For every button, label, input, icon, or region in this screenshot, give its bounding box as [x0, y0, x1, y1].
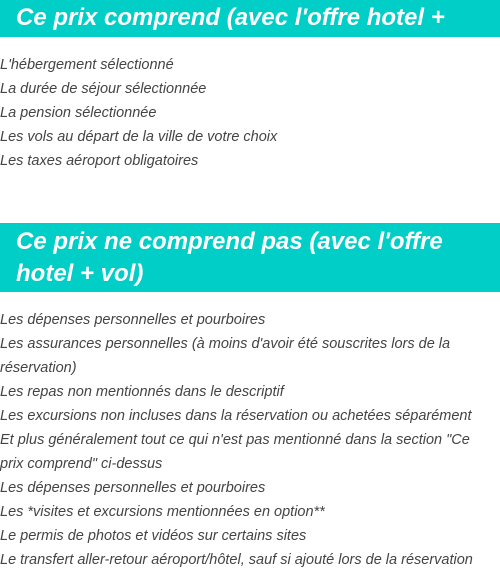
list-item: L'hébergement sélectionné [0, 57, 174, 73]
list-item: Les vols au départ de la ville de votre choix [0, 129, 278, 145]
list-item: Les assurances personnelles (à moins d'avoir été souscrites lors de la réservation) [0, 336, 451, 376]
includes-list [0, 53, 500, 173]
list-item: Les dépenses personnelles et pourboires [0, 312, 266, 328]
list-item: Et plus généralement tout ce qui n'est pas mentionné dans la section "Ce prix comprend" ci-dessus [0, 432, 470, 472]
list-item: Les taxes aéroport obligatoires [0, 153, 199, 169]
list-item: Les *visites et excursions mentionnées en option** [0, 504, 325, 520]
list-item: Les repas non mentionnés dans le descriptif [0, 384, 284, 400]
list-item: Les excursions non incluses dans la réservation ou achetées séparément [0, 408, 472, 424]
excludes-list [0, 308, 500, 572]
includes-section-title: Ce prix comprend (avec l'offre hotel + vol) [0, 0, 500, 37]
list-item: Le permis de photos et vidéos sur certains sites [0, 528, 307, 544]
list-item: La durée de séjour sélectionnée [0, 81, 207, 97]
list-item: Les dépenses personnelles et pourboires [0, 480, 266, 496]
excludes-section-title: Ce prix ne comprend pas (avec l'offre hotel + vol) [0, 223, 500, 292]
list-item: Le transfert aller-retour aéroport/hôtel, sauf si ajouté lors de la réservation [0, 552, 473, 568]
list-item: La pension sélectionnée [0, 105, 157, 121]
